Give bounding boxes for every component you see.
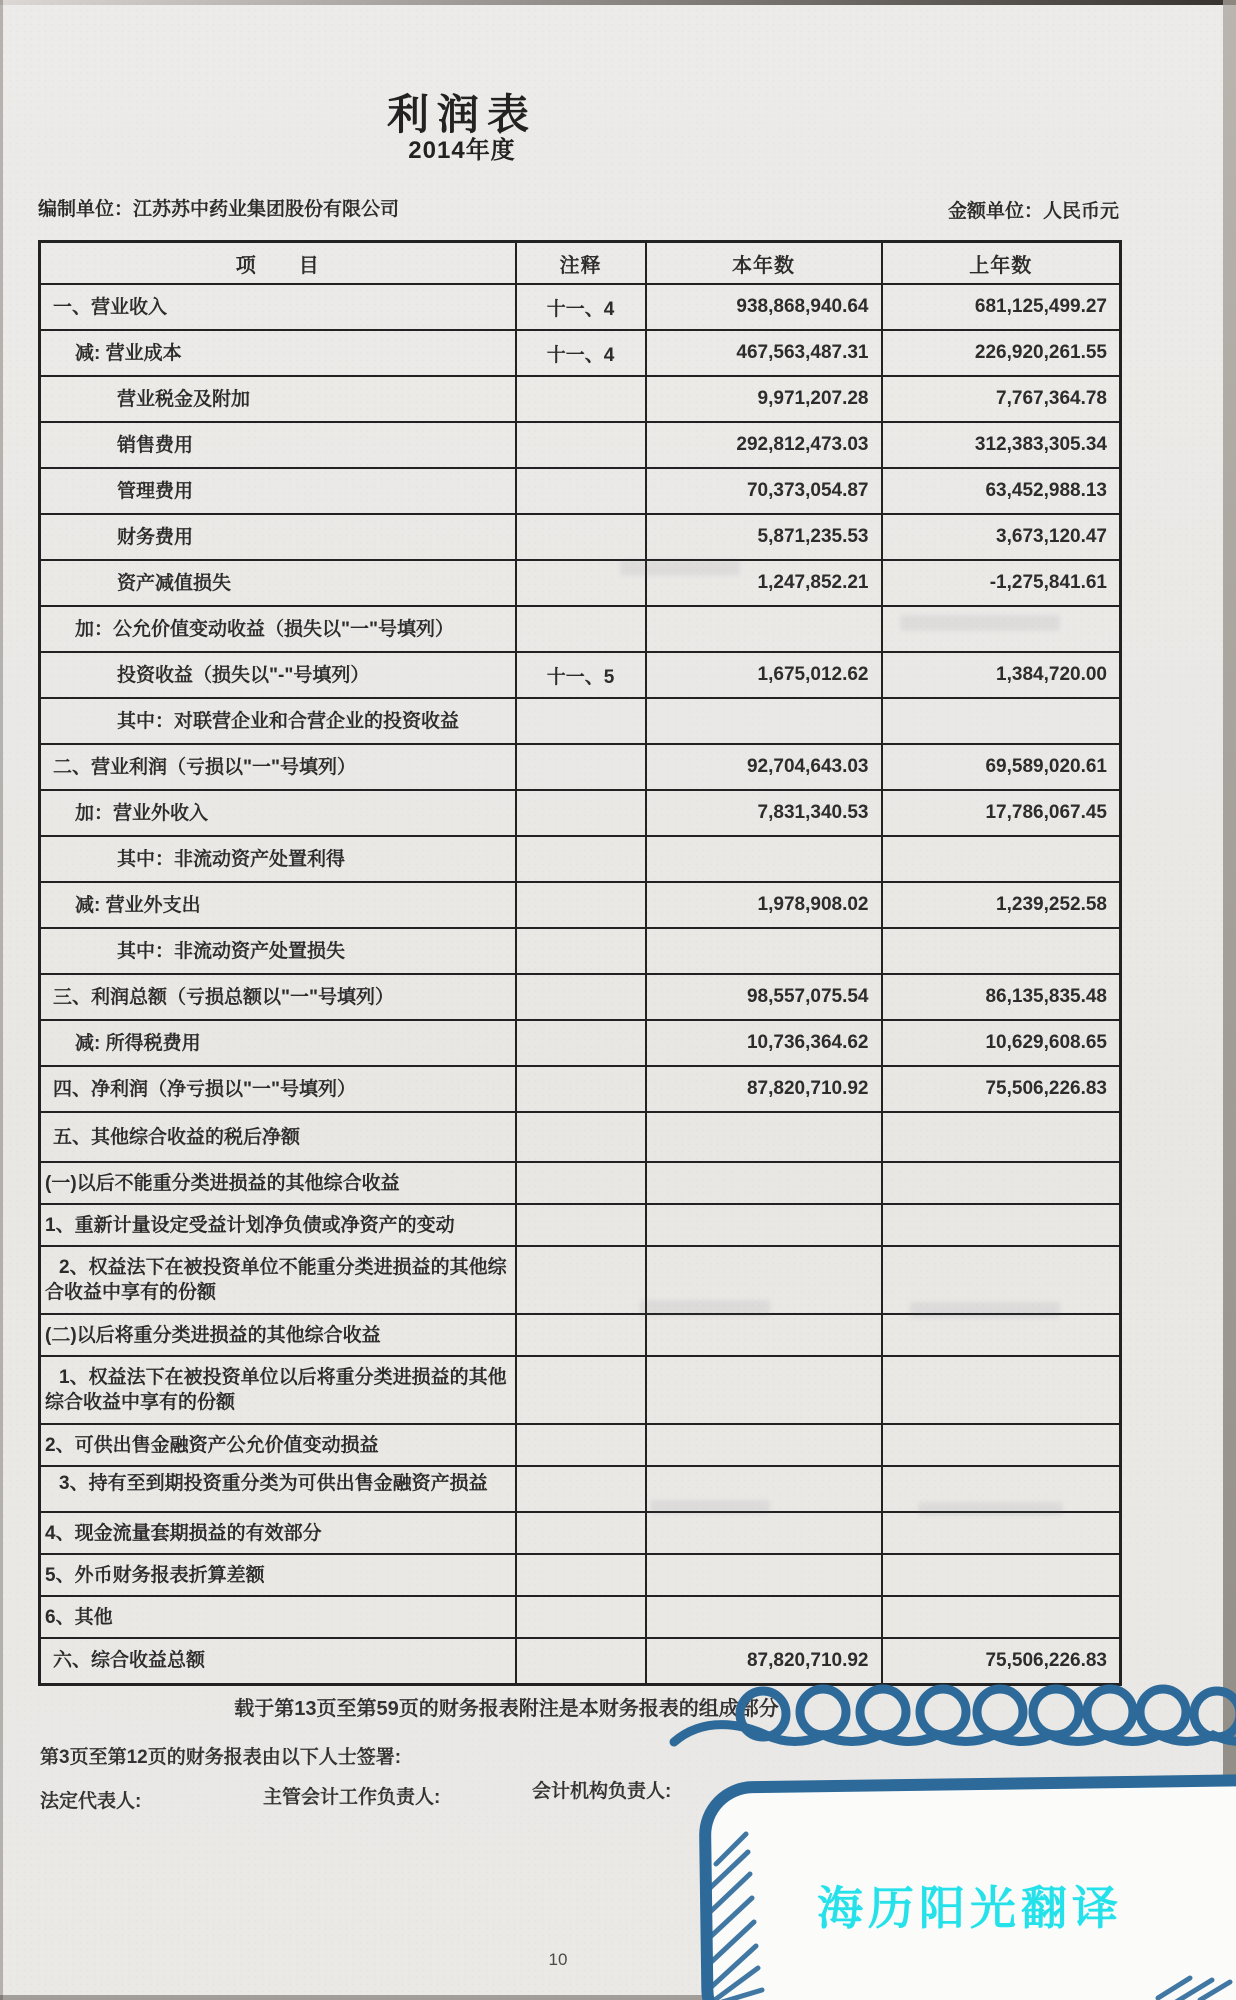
table-row <box>40 836 1121 882</box>
cell-item <box>40 284 516 330</box>
watermark-text: 海历阳光翻译 <box>817 1882 1123 1934</box>
table-row <box>40 1066 1121 1112</box>
row-label: 二、营业利润（亏损以"一"号填列） <box>53 756 357 778</box>
cell-prior-year-value <box>882 698 1121 744</box>
row-label: 1、权益法下在被投资单位以后将重分类进损益的其他综合收益中享有的份额 <box>45 1367 507 1413</box>
cell-prior-year-value: 3,673,120.47 <box>882 514 1121 560</box>
cell-note <box>516 790 646 836</box>
cell-item <box>40 1424 516 1466</box>
cell-note <box>516 1162 646 1204</box>
cell-item <box>40 698 516 744</box>
cell-current-year-value: 70,373,054.87 <box>646 468 882 514</box>
table-row <box>40 376 1121 422</box>
table-row <box>40 422 1121 468</box>
table-row <box>40 1596 1121 1638</box>
cell-current-year-value: 292,812,473.03 <box>646 422 882 468</box>
cell-current-year-value: 467,563,487.31 <box>646 330 882 376</box>
cell-prior-year-value <box>882 928 1121 974</box>
row-label: 营业税金及附加 <box>117 388 251 410</box>
table-row <box>40 698 1121 744</box>
header-current-year: 本年数 <box>646 242 882 285</box>
row-label: 其中：对联营企业和合营企业的投资收益 <box>117 710 460 732</box>
table-body <box>40 284 1121 1684</box>
cell-item <box>40 1066 516 1112</box>
cell-prior-year-value: 75,506,226.83 <box>882 1638 1121 1684</box>
cell-prior-year-value: 63,452,988.13 <box>882 468 1121 514</box>
row-label: (一)以后不能重分类进损益的其他综合收益 <box>45 1172 400 1194</box>
cell-item <box>40 514 516 560</box>
cell-prior-year-value: 17,786,067.45 <box>882 790 1121 836</box>
row-label: 资产减值损失 <box>117 572 232 594</box>
cell-prior-year-value <box>882 1512 1121 1554</box>
cell-prior-year-value: 226,920,261.55 <box>882 330 1121 376</box>
row-label: 六、综合收益总额 <box>53 1650 206 1672</box>
cell-item <box>40 974 516 1020</box>
chief-accountant-label: 主管会计工作负责人: <box>263 1787 441 1808</box>
row-label: 3、持有至到期投资重分类为可供出售金融资产损益 <box>59 1473 488 1494</box>
cell-item <box>40 744 516 790</box>
bleed-artifact <box>900 615 1060 631</box>
cell-note: 十一、4 <box>516 284 646 330</box>
cell-note: 十一、4 <box>516 330 646 376</box>
cell-current-year-value: 9,971,207.28 <box>646 376 882 422</box>
row-label: 四、净利润（净亏损以"一"号填列） <box>53 1078 357 1100</box>
cell-current-year-value <box>646 1512 882 1554</box>
cell-prior-year-value: 7,767,364.78 <box>882 376 1121 422</box>
cell-note <box>516 698 646 744</box>
prepared-by-label: 编制单位： <box>38 199 134 220</box>
table-row <box>40 744 1121 790</box>
cell-note <box>516 836 646 882</box>
table-row <box>40 1424 1121 1466</box>
row-label: (二)以后将重分类进损益的其他综合收益 <box>45 1324 381 1346</box>
cell-item <box>40 1466 516 1512</box>
table-row <box>40 284 1121 330</box>
row-label: 财务费用 <box>117 526 194 548</box>
cell-prior-year-value <box>882 1314 1121 1356</box>
bleed-artifact <box>918 1502 1063 1516</box>
cell-prior-year-value: -1,275,841.61 <box>882 560 1121 606</box>
table-row <box>40 928 1121 974</box>
bleed-artifact <box>620 560 740 576</box>
signature-intro: 第3页至第12页的财务报表由以下人士签署: <box>40 1747 402 1768</box>
cell-prior-year-value: 1,384,720.00 <box>882 652 1121 698</box>
legal-representative-label: 法定代表人: <box>40 1791 142 1812</box>
cell-current-year-value: 87,820,710.92 <box>646 1638 882 1684</box>
bleed-artifact <box>910 1302 1060 1318</box>
cell-prior-year-value <box>882 1162 1121 1204</box>
cell-current-year-value: 92,704,643.03 <box>646 744 882 790</box>
cell-current-year-value <box>646 1596 882 1638</box>
cell-item <box>40 1554 516 1596</box>
footer-note: 载于第13页至第59页的财务报表附注是本财务报表的组成部分 <box>234 1698 779 1720</box>
cell-item <box>40 882 516 928</box>
row-label: 加：营业外收入 <box>75 802 209 824</box>
cell-item <box>40 1512 516 1554</box>
page-number: 10 <box>548 1950 568 1969</box>
cell-prior-year-value: 75,506,226.83 <box>882 1066 1121 1112</box>
cell-current-year-value: 1,675,012.62 <box>646 652 882 698</box>
cell-note <box>516 1112 646 1162</box>
cell-note <box>516 1596 646 1638</box>
cell-current-year-value: 5,871,235.53 <box>646 514 882 560</box>
cell-note <box>516 606 646 652</box>
page-period: 2014年度 <box>408 137 516 164</box>
prepared-by-value: 江苏苏中药业集团股份有限公司 <box>133 199 400 220</box>
currency-label: 金额单位： <box>947 201 1043 222</box>
cell-note <box>516 1356 646 1424</box>
cell-note <box>516 514 646 560</box>
cell-note <box>516 1066 646 1112</box>
table-row <box>40 1356 1121 1424</box>
row-label: 其中：非流动资产处置利得 <box>117 848 346 870</box>
photo-edge-bottom <box>0 1995 742 2000</box>
row-label: 其中：非流动资产处置损失 <box>117 940 346 962</box>
table-row <box>40 882 1121 928</box>
row-label: 销售费用 <box>117 434 194 456</box>
cell-current-year-value: 1,247,852.21 <box>646 560 882 606</box>
cell-current-year-value <box>646 606 882 652</box>
row-label: 6、其他 <box>45 1606 113 1628</box>
cell-current-year-value <box>646 698 882 744</box>
cell-item <box>40 422 516 468</box>
photo-edge-left <box>0 0 3 2000</box>
table-row <box>40 514 1121 560</box>
table-row <box>40 1112 1121 1162</box>
row-label: 加：公允价值变动收益（损失以"一"号填列） <box>75 618 455 640</box>
table-row <box>40 652 1121 698</box>
row-label: 2、权益法下在被投资单位不能重分类进损益的其他综合收益中享有的份额 <box>45 1257 507 1303</box>
cell-current-year-value <box>646 1356 882 1424</box>
cell-item <box>40 790 516 836</box>
cell-prior-year-value: 86,135,835.48 <box>882 974 1121 1020</box>
row-label: 5、外币财务报表折算差额 <box>45 1564 265 1586</box>
table-row <box>40 468 1121 514</box>
cell-current-year-value <box>646 928 882 974</box>
table-row <box>40 790 1121 836</box>
cell-item <box>40 1112 516 1162</box>
cell-prior-year-value <box>882 1424 1121 1466</box>
photo-edge-top <box>0 0 1236 5</box>
header-prior-year: 上年数 <box>882 242 1121 285</box>
cell-item <box>40 1162 516 1204</box>
cell-prior-year-value: 69,589,020.61 <box>882 744 1121 790</box>
cell-prior-year-value <box>882 1596 1121 1638</box>
row-label: 一、营业收入 <box>53 296 168 318</box>
cell-item <box>40 1204 516 1246</box>
row-label: 减: 营业成本 <box>75 342 182 364</box>
cell-note: 十一、5 <box>516 652 646 698</box>
cell-note <box>516 882 646 928</box>
page-title: 利润表 <box>386 91 537 138</box>
cell-note <box>516 928 646 974</box>
header-note: 注释 <box>516 242 646 285</box>
row-label: 三、利润总额（亏损总额以"一"号填列） <box>53 986 395 1008</box>
table-row <box>40 1162 1121 1204</box>
bleed-artifact <box>650 1500 770 1514</box>
cell-item <box>40 1020 516 1066</box>
cell-note <box>516 1020 646 1066</box>
cell-note <box>516 744 646 790</box>
table-row <box>40 1020 1121 1066</box>
cell-note <box>516 1466 646 1512</box>
cell-current-year-value <box>646 1112 882 1162</box>
table-row <box>40 1314 1121 1356</box>
cell-item <box>40 560 516 606</box>
cell-current-year-value: 7,831,340.53 <box>646 790 882 836</box>
cell-note <box>516 422 646 468</box>
cell-prior-year-value <box>882 1356 1121 1424</box>
cell-item <box>40 928 516 974</box>
cell-item <box>40 1638 516 1684</box>
cell-current-year-value: 87,820,710.92 <box>646 1066 882 1112</box>
table-row <box>40 974 1121 1020</box>
row-label: 减: 营业外支出 <box>75 894 201 916</box>
cell-note <box>516 1204 646 1246</box>
cell-item <box>40 1356 516 1424</box>
accounting-dept-label: 会计机构负责人: <box>532 1781 672 1802</box>
row-label: 1、重新计量设定受益计划净负债或净资产的变动 <box>45 1214 455 1236</box>
income-statement-table <box>38 240 1122 1686</box>
cell-note <box>516 974 646 1020</box>
cell-current-year-value <box>646 1162 882 1204</box>
cell-note <box>516 1314 646 1356</box>
cell-note <box>516 1424 646 1466</box>
spring-loop-doodle <box>674 1689 1236 1742</box>
table-row <box>40 1554 1121 1596</box>
cell-item <box>40 652 516 698</box>
cell-item <box>40 1314 516 1356</box>
cell-current-year-value: 1,978,908.02 <box>646 882 882 928</box>
cell-item <box>40 1596 516 1638</box>
cell-note <box>516 1512 646 1554</box>
row-label: 管理费用 <box>117 480 194 502</box>
table-row <box>40 330 1121 376</box>
table-row <box>40 1512 1121 1554</box>
cell-note <box>516 376 646 422</box>
row-label: 五、其他综合收益的税后净额 <box>53 1126 301 1148</box>
cell-current-year-value <box>646 1314 882 1356</box>
cell-prior-year-value: 1,239,252.58 <box>882 882 1121 928</box>
cell-note <box>516 1554 646 1596</box>
currency-unit <box>948 196 1119 223</box>
header-item: 项 目 <box>40 242 516 285</box>
row-label: 投资收益（损失以"-"号填列） <box>117 664 370 686</box>
table-row <box>40 1204 1121 1246</box>
cell-current-year-value <box>646 1424 882 1466</box>
table-header-row <box>40 242 1121 285</box>
row-label: 2、可供出售金融资产公允价值变动损益 <box>45 1434 379 1456</box>
cell-current-year-value <box>646 1554 882 1596</box>
cell-prior-year-value: 312,383,305.34 <box>882 422 1121 468</box>
table-row <box>40 560 1121 606</box>
cell-item <box>40 376 516 422</box>
cell-current-year-value: 98,557,075.54 <box>646 974 882 1020</box>
currency-value: 人民币元 <box>1042 201 1119 222</box>
cell-item <box>40 606 516 652</box>
cell-current-year-value <box>646 836 882 882</box>
cell-prior-year-value <box>882 1554 1121 1596</box>
cell-current-year-value <box>646 1204 882 1246</box>
cell-prior-year-value <box>882 1204 1121 1246</box>
prepared-by <box>38 194 399 221</box>
sketch-doodle <box>660 1672 1236 2000</box>
bleed-artifact <box>640 1300 770 1316</box>
cell-note <box>516 468 646 514</box>
cell-prior-year-value: 681,125,499.27 <box>882 284 1121 330</box>
cell-prior-year-value <box>882 836 1121 882</box>
cell-note <box>516 1246 646 1314</box>
cell-item <box>40 1246 516 1314</box>
row-label: 4、现金流量套期损益的有效部分 <box>45 1522 322 1544</box>
row-label: 减: 所得税费用 <box>75 1032 201 1054</box>
cell-item <box>40 330 516 376</box>
cell-item <box>40 468 516 514</box>
cell-current-year-value: 10,736,364.62 <box>646 1020 882 1066</box>
cell-item <box>40 836 516 882</box>
cell-prior-year-value <box>882 1112 1121 1162</box>
cell-current-year-value: 938,868,940.64 <box>646 284 882 330</box>
cell-prior-year-value: 10,629,608.65 <box>882 1020 1121 1066</box>
cell-note <box>516 1638 646 1684</box>
